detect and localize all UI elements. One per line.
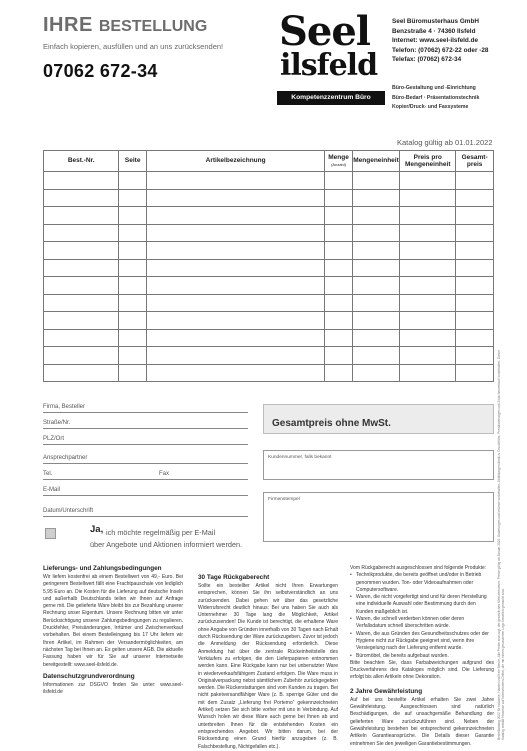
table-cell[interactable] [352, 189, 399, 207]
table-cell[interactable] [456, 207, 494, 225]
terms-column-2 [198, 574, 338, 751]
optin-line1: ich möchte regelmäßig per E-Mail [106, 528, 216, 537]
service-item: Büro-Gestaltung und -Einrichtung [392, 85, 476, 91]
table-cell[interactable] [44, 329, 119, 347]
services-list [392, 84, 479, 113]
table-cell[interactable] [325, 312, 353, 330]
table-cell[interactable] [352, 312, 399, 330]
table-cell[interactable] [325, 364, 353, 382]
strasse-label: Straße/Nr. [43, 420, 71, 426]
table-cell[interactable] [146, 312, 324, 330]
col-header-bestnr: Best.-Nr. [44, 151, 119, 172]
table-cell[interactable] [119, 259, 147, 277]
table-cell[interactable] [456, 364, 494, 382]
contact-fax: Telefax: (07062) 672-34 [392, 56, 462, 63]
terms-column-3 [350, 565, 494, 748]
table-cell[interactable] [44, 347, 119, 365]
fax-number: 07062 672-34 [43, 61, 158, 81]
table-cell[interactable] [119, 347, 147, 365]
col-header-menge: Menge (Anzahl) [325, 151, 353, 172]
logo-ilsfeld: ilsfeld [280, 48, 378, 83]
table-cell[interactable] [146, 329, 324, 347]
table-cell[interactable] [400, 294, 456, 312]
table-row [44, 329, 494, 347]
col-header-menge-note: (Anzahl) [331, 162, 346, 167]
table-cell[interactable] [119, 189, 147, 207]
kundennummer-label: Kundennummer, falls bekannt [268, 455, 332, 460]
title-rest: BESTELLUNG [98, 18, 208, 35]
email-field[interactable] [43, 483, 248, 496]
contact-phone: Telefon: (07062) 672-22 oder -28 [392, 46, 489, 54]
table-cell[interactable] [44, 294, 119, 312]
table-cell[interactable] [352, 277, 399, 295]
table-cell[interactable] [352, 259, 399, 277]
col-header-gesamtpreis: Gesamt-preis [456, 151, 494, 172]
table-cell[interactable] [44, 277, 119, 295]
newsletter-checkbox[interactable] [45, 528, 56, 539]
table-cell[interactable] [400, 364, 456, 382]
table-cell[interactable] [325, 172, 353, 190]
contact-address: Benzstraße 4 · 74360 Ilsfeld [392, 27, 476, 35]
table-cell[interactable] [44, 189, 119, 207]
lieferung-text: Wir liefern kostenfrei ab einem Bestellwert von 49,- Euro. Bei geringerem Bestellwert fällt eine Frachtpauschale von lediglich 5,95 Euro an. Die Kosten für die Lieferung auf deutsche Inseln und außerhalb Deutschlands teilen wir Ihnen auf Anfrage gerne mit. Die gelieferte Ware bleibt bis zur Bezahlung unserer Rechnung unser Eigentum. Unsere Rechnung bitten wir unter Berücksichtigung unserer Zahlungsbedingungen zu regulieren. Druckfehler, Preisänderungen, Irrtümer und Zwischenverkauf vorbehalten. Bei einem Bestelleingang bis 17 Uhr liefern wir Ihren Artikel, im Rahmen der Versandermöglichkeiten, am nächsten Tag bei Ihnen an. Es gelten unsere AGB. Die aktuelle Fassung haben wir für Sie auf unserer Internetseite bereitgestellt: www.seel-ilsfeld.de. [43, 574, 183, 668]
table-cell[interactable] [352, 294, 399, 312]
firmenstempel-label: Firmenstempel [268, 497, 300, 502]
order-table [43, 150, 494, 382]
email-label: E-Mail [43, 487, 61, 493]
table-cell[interactable] [44, 312, 119, 330]
table-cell[interactable] [44, 259, 119, 277]
table-cell[interactable] [400, 172, 456, 190]
table-cell[interactable] [146, 207, 324, 225]
table-cell[interactable] [456, 312, 494, 330]
table-cell[interactable] [456, 259, 494, 277]
table-cell[interactable] [400, 242, 456, 260]
table-cell[interactable] [146, 347, 324, 365]
side-legal-text: Bestellkatalog 2022 für Industrie, Handel und freie Berufe. Alle Preise sind zzgl. der gesetzlichen Mehrwertsteuer. Preise gültig ab Januar 2022. Änderungen und Irrtümer vorbehalten. Abbildungen ähnlich. Druckfehler, Preisänderungen und Zwischenverkauf vorbehalten. Dieser Katalog enthält Hinweise auf Internetseiten Dritter, die mit einem gesonderten Logo kenntlich gemacht sind. [497, 350, 505, 740]
table-cell[interactable] [400, 207, 456, 225]
table-cell[interactable] [325, 224, 353, 242]
list-item: • Büromöbel, die bereits aufgebaut wurden. [350, 653, 494, 660]
table-cell[interactable] [146, 277, 324, 295]
table-cell[interactable] [146, 242, 324, 260]
table-row [44, 364, 494, 382]
table-row [44, 189, 494, 207]
datenschutz-text: Informationen zur DSGVO finden Sie unter: www.seel-ilsfeld.de [43, 681, 183, 696]
table-cell[interactable] [456, 224, 494, 242]
table-cell[interactable] [119, 242, 147, 260]
list-item: • Technikprodukte, die bereits geöffnet und/oder in Betrieb genommen wurden. Ton- oder Videoaufnahmen oder Computersoftware. [350, 572, 494, 594]
table-cell[interactable] [456, 347, 494, 365]
side-legal-note [497, 345, 517, 740]
table-cell[interactable] [146, 172, 324, 190]
table-cell[interactable] [400, 189, 456, 207]
table-cell[interactable] [400, 259, 456, 277]
col-header-mengeneinheit: Mengeneinheit [352, 151, 399, 172]
table-cell[interactable] [44, 364, 119, 382]
ausnahme-outro: Bitte beachten Sie, dass Farbabweichungen aufgrund des Druckverfahrens des Kataloges möglich sind. Die Lieferung erfolgt bis allen Artikeln ohne Dekoration. [350, 659, 494, 681]
table-cell[interactable] [400, 277, 456, 295]
table-cell[interactable] [352, 242, 399, 260]
table-row [44, 312, 494, 330]
contact-block [392, 17, 489, 65]
lieferung-title: Lieferungs- und Zahlungsbedingungen [43, 565, 162, 572]
ansprech-field[interactable] [43, 451, 248, 464]
firmenstempel-box[interactable] [263, 492, 494, 542]
fax-label: Fax [159, 471, 170, 477]
table-row [44, 172, 494, 190]
table-cell[interactable] [119, 207, 147, 225]
table-cell[interactable] [325, 189, 353, 207]
table-row [44, 277, 494, 295]
table-row [44, 224, 494, 242]
table-cell[interactable] [456, 329, 494, 347]
table-cell[interactable] [146, 259, 324, 277]
logo-seel: Seel [279, 8, 370, 55]
table-cell[interactable] [119, 172, 147, 190]
table-cell[interactable] [400, 329, 456, 347]
table-cell[interactable] [456, 277, 494, 295]
table-cell[interactable] [352, 364, 399, 382]
fax-field[interactable] [157, 467, 248, 480]
kundennummer-box[interactable] [263, 450, 494, 480]
table-cell[interactable] [325, 347, 353, 365]
table-cell[interactable] [44, 172, 119, 190]
table-cell[interactable] [456, 172, 494, 190]
firma-label: Firma, Besteller [43, 404, 86, 410]
table-cell[interactable] [325, 329, 353, 347]
catalog-validity: Katalog gültig ab 01.01.2022 [397, 138, 493, 147]
list-item: • Waren, die schnell verderben können oder deren Verfallsdatum schnell überschritten würde. [350, 616, 494, 631]
page-subtitle: Einfach kopieren, ausfüllen und an uns zurücksenden! [43, 42, 224, 51]
table-cell[interactable] [325, 277, 353, 295]
table-cell[interactable] [146, 224, 324, 242]
gewaehr-text: Auf bei uns bestellte Artikel erhalten Sie zwei Jahre Gewährleistung. Ausgeschlossen sind natürlich Beschädigungen, die auf unsachgemäße Behandlung der gelieferten Ware zurückzuführen sind. Neben der Gewährleistung bestehen bei entsprechend gekennzeichneten Artikeln Garantieansprüche. Die Details dieser Garantie entnehmen Sie den jeweiligen Garantiebestimmungen. [350, 696, 494, 747]
company-logo [277, 8, 385, 109]
table-row [44, 207, 494, 225]
col-header-artikel: Artikelbezeichnung [146, 151, 324, 172]
table-cell[interactable] [119, 277, 147, 295]
table-cell[interactable] [119, 329, 147, 347]
table-cell[interactable] [325, 259, 353, 277]
table-cell[interactable] [456, 242, 494, 260]
col-header-preis: Preis pro Mengeneinheit [400, 151, 456, 172]
ausnahme-intro: Vom Rückgaberecht ausgeschlossen sind folgende Produkte: [350, 565, 487, 571]
table-cell[interactable] [456, 189, 494, 207]
table-cell[interactable] [325, 242, 353, 260]
service-item: Kopier/Druck- und Faxsysteme [392, 104, 469, 110]
table-cell[interactable] [352, 329, 399, 347]
strasse-field[interactable] [43, 416, 248, 429]
table-cell[interactable] [456, 294, 494, 312]
table-cell[interactable] [400, 312, 456, 330]
table-cell[interactable] [400, 224, 456, 242]
optin-line2: über Angebote und Aktionen informiert werden. [90, 540, 243, 549]
table-cell[interactable] [44, 242, 119, 260]
page-title [43, 14, 207, 37]
table-cell[interactable] [400, 347, 456, 365]
tel-field[interactable] [43, 467, 157, 480]
table-cell[interactable] [44, 207, 119, 225]
ausnahme-list [350, 572, 494, 660]
table-cell[interactable] [119, 364, 147, 382]
ansprech-label: Ansprechpartner [43, 455, 88, 461]
datenschutz-title: Datenschutzgrundverordnung [43, 672, 135, 680]
table-row [44, 294, 494, 312]
firma-field[interactable] [43, 400, 248, 413]
title-main: IHRE [43, 14, 93, 36]
table-cell[interactable] [146, 364, 324, 382]
table-cell[interactable] [146, 189, 324, 207]
plz-label: PLZ/Ort [43, 436, 65, 442]
gewaehr-title: 2 Jahre Gewährleistung [350, 687, 423, 695]
table-cell[interactable] [44, 224, 119, 242]
tel-label: Tel. [43, 471, 53, 477]
rueckgabe-title: 30 Tage Rückgaberecht [198, 574, 270, 581]
table-row [44, 242, 494, 260]
table-row [44, 347, 494, 365]
contact-website: Internet: www.seel-ilsfeld.de [392, 37, 479, 44]
table-cell[interactable] [119, 224, 147, 242]
service-item: Büro-Bedarf · Präsentationstechnik [392, 94, 480, 101]
company-name: Seel Büromusterhaus GmbH [392, 18, 480, 25]
rueckgabe-text: Sollte ein bestellter Artikel nicht Ihren Erwartungen entsprechen, können Sie ihn selbstverständlich an uns zurücksenden. Dabei gehen wir über das gesetzliche Widerrufsrecht deutlich hinaus: Bei uns haben Sie auch als Unternehmer 30 Tage lang die Möglichkeit, Artikel zurückzusenden! Die Kunde ist berechtigt, die erhaltene Ware ohne Angabe von Gründen innerhalb von 30 Tagen nach Erhalt durch Rücksendung der Ware zurückzugeben. Zuvor ist jedoch die Anmeldung der Rücksendung erforderlich. Diese Anmeldung hat über die zentrale Rückeinheitstelle des Verkäufers zu erfolgen, die den Lieferpapieren entnommen werden kann. Eine Rückgabe kann nur bei unbenutzter Ware in wiederverkaufsfähigem Zustand erfolgen. Die Ware muss in Originalverpackung nebst sämtlichem Zubehör zurückgegeben werden. Die Rückerstattungen sind vom Kunden zu tragen. Bei nicht paketversandfähiger Ware (z. B. sperrige Güter und die mit dem Zusatz „Lieferung frei Portemo“ gekennzeichneten Artikel) setzen Sie sich bitte vorher mit uns in Verbindung. Auf Wunsch holen wir diese Ware auch gerne bei Ihnen ab und unterbreiten Ihnen für die entstehenden Kosten ein entsprechendes Angebot. Wir bitten darum, bei der Rücksendung einen Grund hierfür anzugeben (z. B. Falschbestellung, Nichtgefallen etc.). [198, 583, 338, 750]
list-item: • Waren, die nicht vorgefertigt sind und für deren Herstellung eine individuelle Auswahl oder Bestimmung durch den Kunden maßgeblich ist. [350, 594, 494, 616]
terms-column-1 [43, 565, 183, 696]
logo-band: Kompetenzzentrum Büro [277, 91, 385, 105]
table-cell[interactable] [352, 347, 399, 365]
datum-field[interactable] [43, 504, 248, 517]
table-cell[interactable] [146, 294, 324, 312]
gesamtpreis-label: Gesamtpreis ohne MwSt. [272, 418, 391, 429]
table-cell[interactable] [325, 294, 353, 312]
table-header-row [44, 151, 494, 172]
list-item: • Waren, die aus Gründen des Gesundheitsschutzes oder der Hygiene nicht zur Rückgabe geeignet sind, wenn ihre Versiegelung nach der Lieferung entfernt wurde. [350, 631, 494, 653]
table-cell[interactable] [119, 294, 147, 312]
table-row [44, 259, 494, 277]
table-cell[interactable] [325, 207, 353, 225]
col-header-seite: Seite [119, 151, 147, 172]
table-cell[interactable] [352, 207, 399, 225]
table-cell[interactable] [119, 312, 147, 330]
table-cell[interactable] [352, 224, 399, 242]
table-cell[interactable] [352, 172, 399, 190]
datum-label: Datum/Unterschrift [43, 508, 94, 514]
optin-ja: Ja, [90, 524, 104, 535]
plz-field[interactable] [43, 432, 248, 445]
